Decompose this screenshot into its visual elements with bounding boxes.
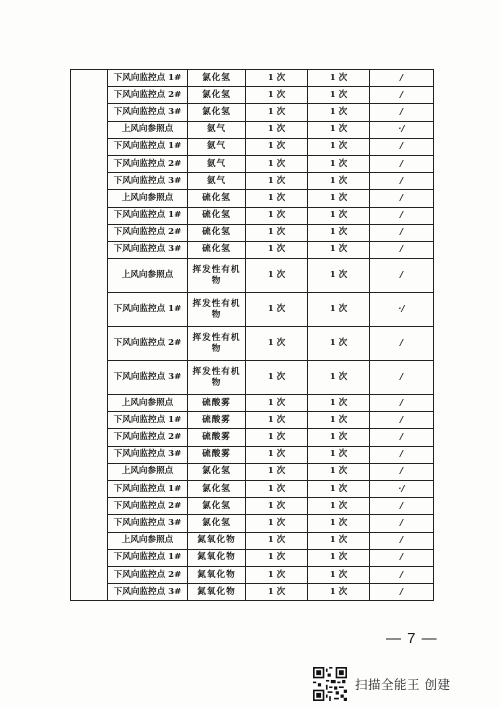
- remark-cell: /: [370, 241, 434, 258]
- remark-cell: /: [370, 259, 434, 293]
- frequency-cell: 1 次: [246, 515, 308, 532]
- monitoring-point-cell: 下风向监控点 1#: [108, 70, 188, 87]
- pollutant-cell: 硫化氢: [188, 207, 246, 224]
- table-row: [71, 481, 434, 498]
- frequency-cell: 1 次: [246, 584, 308, 601]
- frequency-cell: 1 次: [246, 498, 308, 515]
- monitoring-point-cell: 下风向监控点 3#: [108, 104, 188, 121]
- pollutant-cell: 硫酸雾: [188, 446, 246, 463]
- frequency-cell: 1 次: [308, 104, 370, 121]
- monitoring-point-cell: 下风向监控点 3#: [108, 241, 188, 258]
- remark-cell: /: [370, 429, 434, 446]
- remark-cell: /: [370, 207, 434, 224]
- monitoring-point-cell: 下风向监控点 1#: [108, 481, 188, 498]
- frequency-cell: 1 次: [246, 70, 308, 87]
- monitoring-point-cell: 下风向监控点 2#: [108, 87, 188, 104]
- table-row: [71, 138, 434, 155]
- monitoring-point-cell: 下风向监控点 3#: [108, 173, 188, 190]
- frequency-cell: 1 次: [246, 412, 308, 429]
- remark-cell: /: [370, 104, 434, 121]
- frequency-cell: 1 次: [246, 155, 308, 172]
- monitoring-point-cell: 上风向参照点: [108, 395, 188, 412]
- pollutant-cell: 硫酸雾: [188, 395, 246, 412]
- pollutant-cell: 氯化氢: [188, 463, 246, 480]
- remark-cell: ·/: [370, 293, 434, 327]
- pollutant-cell: 硫化氢: [188, 241, 246, 258]
- frequency-cell: 1 次: [246, 566, 308, 583]
- remark-cell: /: [370, 549, 434, 566]
- table-row: [71, 293, 434, 327]
- monitoring-point-cell: 下风向监控点 2#: [108, 498, 188, 515]
- table-row: [71, 224, 434, 241]
- frequency-cell: 1 次: [308, 293, 370, 327]
- monitoring-point-cell: 下风向监控点 2#: [108, 155, 188, 172]
- frequency-cell: 1 次: [246, 104, 308, 121]
- watermark-text: 扫描全能王 创建: [355, 677, 451, 692]
- table-row: [71, 241, 434, 258]
- frequency-cell: 1 次: [308, 155, 370, 172]
- remark-cell: /: [370, 584, 434, 601]
- pollutant-cell: 氨气: [188, 155, 246, 172]
- frequency-cell: 1 次: [308, 224, 370, 241]
- pollutant-cell: 硫化氢: [188, 190, 246, 207]
- frequency-cell: 1 次: [308, 87, 370, 104]
- pollutant-cell: 挥发性有机物: [188, 259, 246, 293]
- table-row: [71, 515, 434, 532]
- monitoring-point-cell: 下风向监控点 1#: [108, 138, 188, 155]
- monitoring-point-cell: 下风向监控点 2#: [108, 224, 188, 241]
- scanner-watermark: [313, 664, 450, 704]
- table-row: [71, 327, 434, 361]
- table-row: [71, 549, 434, 566]
- frequency-cell: 1 次: [308, 395, 370, 412]
- remark-cell: /: [370, 173, 434, 190]
- remark-cell: /: [370, 361, 434, 395]
- pollutant-cell: 挥发性有机物: [188, 361, 246, 395]
- table-row: [71, 121, 434, 138]
- pollutant-cell: 硫酸雾: [188, 412, 246, 429]
- pollutant-cell: 挥发性有机物: [188, 327, 246, 361]
- frequency-cell: 1 次: [308, 532, 370, 549]
- qr-code-icon: [313, 667, 347, 701]
- frequency-cell: 1 次: [246, 190, 308, 207]
- monitoring-point-cell: 下风向监控点 1#: [108, 549, 188, 566]
- monitoring-point-cell: 下风向监控点 3#: [108, 446, 188, 463]
- table-row: [71, 155, 434, 172]
- monitoring-point-cell: 下风向监控点 3#: [108, 515, 188, 532]
- monitoring-table-body: [71, 70, 434, 601]
- monitoring-point-cell: 下风向监控点 3#: [108, 361, 188, 395]
- frequency-cell: 1 次: [308, 327, 370, 361]
- frequency-cell: 1 次: [308, 173, 370, 190]
- pollutant-cell: 氨气: [188, 138, 246, 155]
- frequency-cell: 1 次: [308, 207, 370, 224]
- monitoring-point-cell: 上风向参照点: [108, 463, 188, 480]
- table-row: [71, 412, 434, 429]
- frequency-cell: 1 次: [308, 412, 370, 429]
- monitoring-point-cell: 下风向监控点 2#: [108, 566, 188, 583]
- table-row: [71, 361, 434, 395]
- frequency-cell: 1 次: [308, 241, 370, 258]
- remark-cell: /: [370, 566, 434, 583]
- pollutant-cell: 氮氧化物: [188, 549, 246, 566]
- frequency-cell: 1 次: [308, 259, 370, 293]
- frequency-cell: 1 次: [246, 446, 308, 463]
- frequency-cell: 1 次: [246, 138, 308, 155]
- pollutant-cell: 硫酸雾: [188, 429, 246, 446]
- remark-cell: /: [370, 463, 434, 480]
- category-merged-cell: [71, 70, 108, 601]
- frequency-cell: 1 次: [246, 241, 308, 258]
- monitoring-point-cell: 下风向监控点 1#: [108, 293, 188, 327]
- frequency-cell: 1 次: [308, 584, 370, 601]
- remark-cell: ·/: [370, 481, 434, 498]
- frequency-cell: 1 次: [308, 429, 370, 446]
- frequency-cell: 1 次: [308, 138, 370, 155]
- table-row: [71, 446, 434, 463]
- frequency-cell: 1 次: [246, 207, 308, 224]
- monitoring-table: [70, 69, 434, 601]
- monitoring-point-cell: 下风向监控点 2#: [108, 429, 188, 446]
- pollutant-cell: 氯化氢: [188, 104, 246, 121]
- frequency-cell: 1 次: [246, 293, 308, 327]
- monitoring-point-cell: 下风向监控点 3#: [108, 584, 188, 601]
- monitoring-point-cell: 上风向参照点: [108, 190, 188, 207]
- pollutant-cell: 氯化氢: [188, 498, 246, 515]
- pollutant-cell: 氨气: [188, 121, 246, 138]
- page-number: — 7 —: [386, 630, 438, 647]
- remark-cell: /: [370, 498, 434, 515]
- frequency-cell: 1 次: [308, 190, 370, 207]
- table-row: [71, 532, 434, 549]
- remark-cell: /: [370, 87, 434, 104]
- frequency-cell: 1 次: [246, 481, 308, 498]
- remark-cell: /: [370, 412, 434, 429]
- table-row: [71, 70, 434, 87]
- table-row: [71, 566, 434, 583]
- table-row: [71, 463, 434, 480]
- pollutant-cell: 氮氧化物: [188, 566, 246, 583]
- pollutant-cell: 氯化氢: [188, 70, 246, 87]
- remark-cell: /: [370, 70, 434, 87]
- frequency-cell: 1 次: [308, 549, 370, 566]
- table-row: [71, 498, 434, 515]
- frequency-cell: 1 次: [308, 70, 370, 87]
- monitoring-point-cell: 上风向参照点: [108, 532, 188, 549]
- frequency-cell: 1 次: [246, 224, 308, 241]
- frequency-cell: 1 次: [308, 361, 370, 395]
- pollutant-cell: 硫化氢: [188, 224, 246, 241]
- table-row: [71, 173, 434, 190]
- frequency-cell: 1 次: [246, 173, 308, 190]
- pollutant-cell: 氮氧化物: [188, 532, 246, 549]
- pollutant-cell: 挥发性有机物: [188, 293, 246, 327]
- frequency-cell: 1 次: [308, 463, 370, 480]
- table-row: [71, 584, 434, 601]
- remark-cell: /: [370, 327, 434, 361]
- frequency-cell: 1 次: [308, 515, 370, 532]
- remark-cell: /: [370, 138, 434, 155]
- monitoring-point-cell: 下风向监控点 2#: [108, 327, 188, 361]
- frequency-cell: 1 次: [246, 327, 308, 361]
- remark-cell: /: [370, 224, 434, 241]
- remark-cell: /: [370, 395, 434, 412]
- table-row: [71, 395, 434, 412]
- table-row: [71, 87, 434, 104]
- frequency-cell: 1 次: [246, 549, 308, 566]
- remark-cell: /: [370, 155, 434, 172]
- pollutant-cell: 氯化氢: [188, 481, 246, 498]
- frequency-cell: 1 次: [308, 446, 370, 463]
- frequency-cell: 1 次: [246, 87, 308, 104]
- monitoring-point-cell: 上风向参照点: [108, 259, 188, 293]
- frequency-cell: 1 次: [246, 532, 308, 549]
- table-row: [71, 259, 434, 293]
- frequency-cell: 1 次: [246, 429, 308, 446]
- table-row: [71, 190, 434, 207]
- table-row: [71, 104, 434, 121]
- frequency-cell: 1 次: [246, 463, 308, 480]
- table-row: [71, 207, 434, 224]
- pollutant-cell: 氨气: [188, 173, 246, 190]
- frequency-cell: 1 次: [308, 481, 370, 498]
- remark-cell: /: [370, 532, 434, 549]
- frequency-cell: 1 次: [308, 121, 370, 138]
- monitoring-point-cell: 上风向参照点: [108, 121, 188, 138]
- monitoring-point-cell: 下风向监控点 1#: [108, 207, 188, 224]
- pollutant-cell: 氯化氢: [188, 515, 246, 532]
- frequency-cell: 1 次: [308, 566, 370, 583]
- remark-cell: /: [370, 446, 434, 463]
- frequency-cell: 1 次: [246, 361, 308, 395]
- frequency-cell: 1 次: [246, 121, 308, 138]
- monitoring-point-cell: 下风向监控点 1#: [108, 412, 188, 429]
- pollutant-cell: 氯化氢: [188, 87, 246, 104]
- remark-cell: /: [370, 190, 434, 207]
- remark-cell: ·/: [370, 121, 434, 138]
- table-row: [71, 429, 434, 446]
- frequency-cell: 1 次: [308, 498, 370, 515]
- remark-cell: /: [370, 515, 434, 532]
- pollutant-cell: 氮氧化物: [188, 584, 246, 601]
- frequency-cell: 1 次: [246, 259, 308, 293]
- frequency-cell: 1 次: [246, 395, 308, 412]
